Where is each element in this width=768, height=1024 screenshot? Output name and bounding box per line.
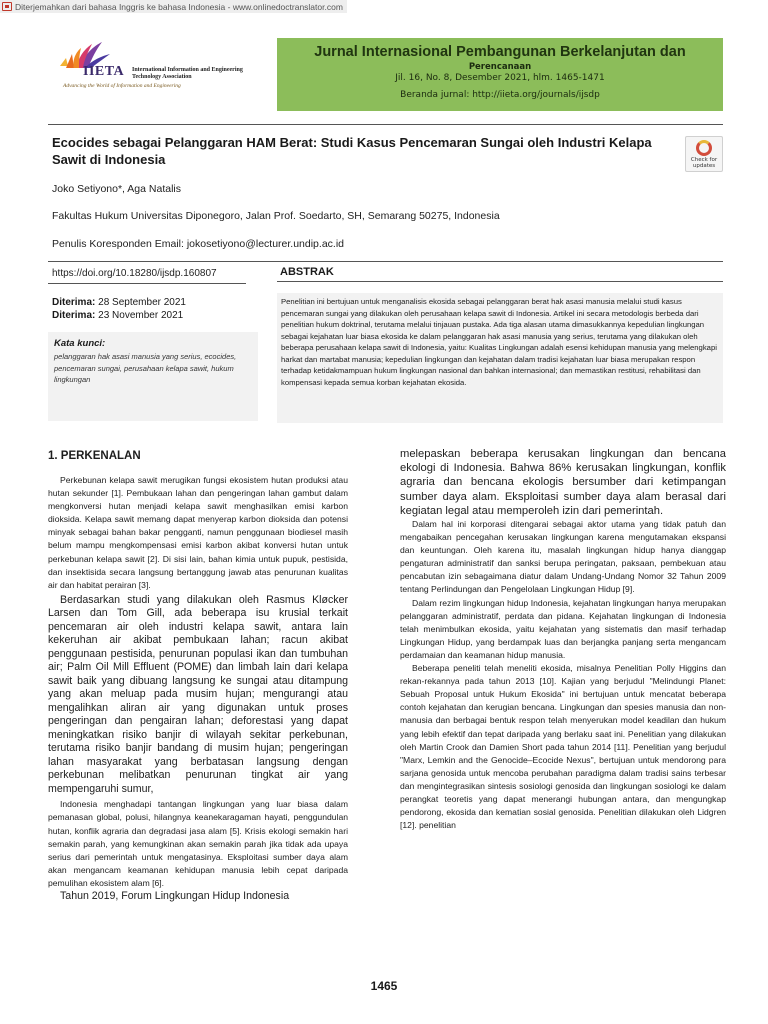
journal-issue: Jil. 16, No. 8, Desember 2021, hlm. 1465-1471 bbox=[395, 73, 605, 83]
check-for-updates-button[interactable] bbox=[685, 136, 723, 172]
accepted-label: Diterima: bbox=[52, 310, 96, 321]
header-divider bbox=[48, 124, 723, 125]
body-column-left bbox=[48, 450, 348, 904]
abstract-heading: ABSTRAK bbox=[280, 266, 334, 278]
check-updates-label: Check for updates bbox=[690, 157, 718, 169]
paragraph: Indonesia menghadapi tantangan lingkungan yang luar biasa dalam pemanasan global, polusi, hilangnya keanekaragaman hayati, penggundulan hutan, konflik agraria dan degradasi jasa alam [5]. Krisis ekologi semakin hari semakin parah, yang kemungkinan akan semakin parah jika tidak ada upaya serius dari pemerintah untuk mengatasinya. Eksploitasi sumber daya alam akan mengancam keamanan kehidupan manusia lebih cepat daripada pemulihan ekosistem alam [6]. bbox=[48, 799, 348, 888]
keywords-text: pelanggaran hak asasi manusia yang serius, ecocides, pencemaran sungai, perusahaan kelapa sawit, hukum lingkungan bbox=[54, 352, 237, 384]
keywords-panel bbox=[48, 332, 258, 421]
publisher-logo bbox=[50, 40, 250, 92]
abstract-text: Penelitian ini bertujuan untuk menganalisis ekosida sebagai pelanggaran berat hak asasi manusia melalui studi kasus pencemaran sungai yang dilakukan oleh perusahaan kelapa sawit di Indonesia. Artikel ini secara metodologis berbeda dari penelitian hukum doktrinal, terutama melalui tinjauan pustaka. Ada tiga alasan utama dimasukkannya kepedulian lingkungan sebagai kejahatan luar biasa ekosida ke dalam pelanggaran hak asasi manusia yang serius, terutama yang dilakukan oleh beberapa perusahaan kelapa sawit di Indonesia, yaitu: Kualitas Lingkungan adalah esensi kehidupan manusia yang melengkapi harkat dan martabat manusia; kepedulian lingkungan dan kejahatan dalam tradisi kejahatan luar biasa merupakan respon terhadap ketidakmampuan hukum lingkungan nasional dan bahkan internasional; dan memastikan restitusi, rehabilitasi dan kompensasi kepada semua korban kejahatan ekosida. bbox=[281, 297, 717, 387]
section-heading: 1. PERKENALAN bbox=[48, 450, 141, 462]
affiliation: Fakultas Hukum Universitas Diponegoro, Jalan Prof. Soedarto, SH, Semarang 50275, Indonesia bbox=[52, 210, 500, 222]
logo-tagline: Advancing the World of Information and Engineering bbox=[63, 83, 181, 89]
meta-divider bbox=[48, 261, 723, 262]
translator-banner-text[interactable]: Diterjemahkan dari bahasa Inggris ke bahasa Indonesia - www.onlinedoctranslator.com bbox=[15, 1, 343, 12]
doi-link[interactable]: https://doi.org/10.18280/ijsdp.160807 bbox=[52, 268, 217, 279]
article-dates bbox=[52, 296, 186, 322]
paragraph: Tahun 2019, Forum Lingkungan Hidup Indonesia bbox=[60, 890, 290, 902]
authors: Joko Setiyono*, Aga Natalis bbox=[52, 183, 181, 195]
journal-header bbox=[277, 38, 723, 111]
journal-homepage-link[interactable]: Beranda jurnal: http://iieta.org/journals/ijsdp bbox=[400, 90, 600, 100]
doi-divider bbox=[48, 283, 246, 284]
bookmark-icon bbox=[696, 140, 712, 156]
logo-wordmark: IIETA bbox=[83, 64, 125, 79]
paragraph: Dalam hal ini korporasi ditengarai sebagai aktor utama yang tidak patuh dan mengabaikan pencegahan kerusakan lingkungan karena mengutamakan ekspansi dan keuntungan. Oleh karena itu, masalah lingkungan hidup hanya dianggap pengaturan administratif dan sanksi berupa peringatan, paksaan, pembekuan atau pencabutan izin sebagaimana diatur dalam Undang-Undang Nomor 32 Tahun 2009 tentang Perlindungan dan Pengelolaan Lingkungan Hidup [9]. bbox=[400, 519, 726, 595]
received-date: 28 September 2021 bbox=[98, 297, 186, 308]
logo-full-name: International Information and Engineering Technology Association bbox=[132, 67, 243, 80]
body-column-right bbox=[400, 447, 726, 832]
abstract-panel bbox=[277, 293, 723, 423]
paragraph: Beberapa peneliti telah meneliti ekosida, misalnya Penelitian Polly Higgins dan rekan-rekannya pada tahun 2013 [10]. Kajian yang berjudul "Melindungi Planet: Sebuah Proposal untuk Hukum Ekosida" ini bertujuan untuk mencatat beberapa contoh kejahatan dan kerugian bencana. Lingkungan dan spesies manusia dan non-manusia dan berbagai bentuk respon telah menyerukan model keadilan dan hukum yang lebih efektif dan tepat daripada yang berlaku saat ini. Penelitian yang dilakukan oleh Martin Crook dan Damien Short pada tahun 2014 [11]. Penelitian yang berjudul "Marx, Lemkin and the Genocide–Ecocide Nexus", bertujuan untuk mendorong para sarjana genosida untuk mencoba perubahan paradigma dalam tradisi sains terbesar dan mengintegrasikan sintesis sosiologi genosida dan lingkungan sosiologi ke dalam perangkat teoretis yang dapat menerangi hubungan antara, dan mengungkap pendorong, ekosida dan kematian sosial genosida. Penelitian dilakukan oleh Lidgren [12]. penelitian bbox=[400, 663, 726, 831]
translator-banner[interactable] bbox=[0, 0, 347, 13]
article-title: Ecocides sebagai Pelanggaran HAM Berat: Studi Kasus Pencemaran Sungai oleh Industri Kelapa Sawit di Indonesia bbox=[52, 135, 652, 167]
paragraph: Perkebunan kelapa sawit merugikan fungsi ekosistem hutan produksi atau hutan sekunder [1]. Pembukaan lahan dan pengeringan lahan gambut dalam mengkonversi hutan menjadi kelapa sawit menghasilkan emisi karbon dioksida. Kelapa sawit memang dapat menyerap karbon dioksida dan potensi minyak sebagai bahan bakar pengganti, namun penggunaan biodiesel masih belum mampu mengkompensasi emisi karbon akibat konversi hutan untuk perkebunan kelapa sawit [2]. Di sisi lain, bahan kimia untuk pupuk, pestisida, dan insektisida secara langsung bertanggung jawab atas penurunan kualitas air dan habitat perairan [3]. bbox=[48, 475, 348, 590]
keywords-title: Kata kunci: bbox=[54, 338, 106, 349]
journal-subtitle: Perencanaan bbox=[468, 62, 532, 72]
received-label: Diterima: bbox=[52, 297, 96, 308]
paragraph: Berdasarkan studi yang dilakukan oleh Rasmus Kløcker Larsen dan Tom Gill, ada beberapa isu krusial terkait pencemaran air oleh industri kelapa sawit, antara lain kekeruhan air akibat pembukaan lahan; racun akibat penggunaan pestisida, penurunan populasi ikan dan tumbuhan air; Palm Oil Mill Effluent (POME) dan limbah lain dari kelapa sawit baik yang dibuang langsung ke sungai atau ditampung yang akan meluap pada musim hujan; mengurangi atau mengalihkan aliran air yang digunakan untuk proses pengeringan dan pengairan lahan; deforestasi yang dapat meningkatkan risiko banjir di wilayah sekitar perkebunan, terutama risiko banjir bandang di musim hujan; pengeringan lahan masyarakat yang berbatasan langsung dengan perkebunan melibatkan penurunan tingkat air yang mempengaruhi sumur, bbox=[48, 593, 348, 795]
paragraph: melepaskan beberapa kerusakan lingkungan dan bencana ekologi di Indonesia. Bahwa 86% kerusakan lingkungan, konflik agraria dan bencana ekologis bersumber dari ketimpangan sumber daya alam. Eksploitasi sumber daya alam berasal dari kegiatan legal atau memperoleh izin dari pemerintah. bbox=[400, 448, 726, 517]
paragraph: Dalam rezim lingkungan hidup Indonesia, kejahatan lingkungan hanya merupakan pelanggaran administratif, perdata dan pidana. Kejahatan lingkungan di Indonesia telah menimbulkan ekosida, yaitu kejahatan yang sistematis dan masif terhadap Lingkungan Hidup, yang berdampak luas dan berjangka panjang serta mengancam perdamaian dan keamanan hidup manusia. bbox=[400, 597, 726, 660]
page-number: 1465 bbox=[370, 979, 398, 993]
corresponding-email[interactable]: Penulis Koresponden Email: jokosetiyono@lecturer.undip.ac.id bbox=[52, 238, 344, 250]
abstract-divider bbox=[277, 281, 723, 282]
journal-title: Jurnal Internasional Pembangunan Berkelanjutan dan bbox=[314, 44, 686, 60]
translator-logo-icon bbox=[2, 2, 12, 11]
accepted-date: 23 November 2021 bbox=[98, 310, 184, 321]
